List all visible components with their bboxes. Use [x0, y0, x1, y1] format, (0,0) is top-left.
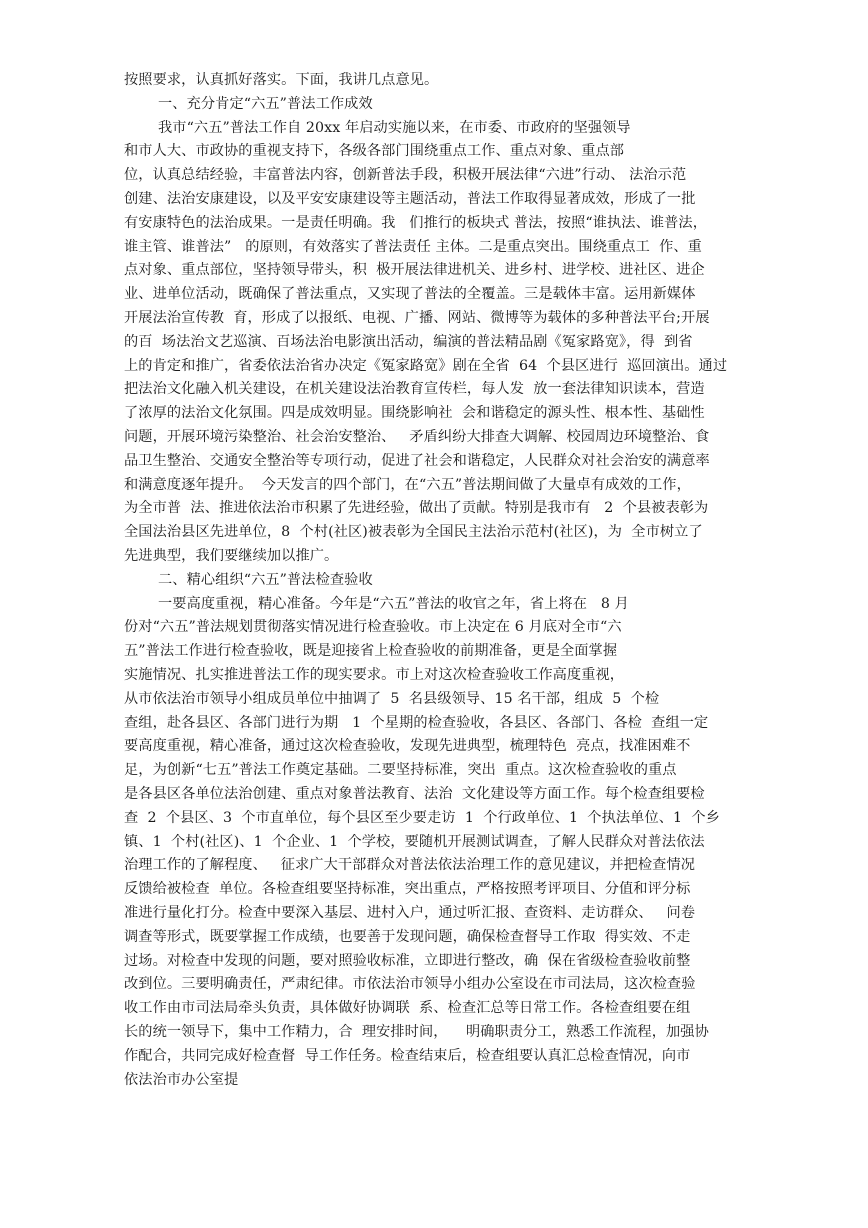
- text-line: 的百 场法治文艺巡演、百场法治电影演出活动，编演的普法精品剧《冤家路宽》，得 到省: [124, 333, 693, 350]
- text-line: 位，认真总结经验，丰富普法内容，创新普法手段，积极开展法律“六进”行动、 法治示范: [124, 167, 687, 184]
- text-line: 改到位。三要明确责任，严肃纪律。市依法治市领导小组办公室设在市司法局，这次检查验: [124, 976, 696, 993]
- text-line: 按照要求，认真抓好落实。下面，我讲几点意见。: [124, 72, 439, 88]
- text-line: 品卫生整治、交通安全整治等专项行动，促进了社会和谐稳定，人民群众对社会治安的满意率: [124, 452, 710, 469]
- text-line: 业、进单位活动，既确保了普法重点，又实现了普法的全覆盖。三是载体丰富。运用新媒体: [124, 286, 696, 303]
- text-line: 二、精心组织“六五”普法检查验收: [158, 571, 373, 588]
- text-line: 依法治市办公室提: [124, 1071, 239, 1088]
- text-line: 创建、法治安康建设，以及平安安康建设等主题活动，普法工作取得显著成效，形成了一批: [124, 191, 696, 207]
- text-line: 治理工作的了解程度、 征求广大干部群众对普法依法治理工作的意见建议，并把检查情况: [124, 857, 696, 874]
- text-line: 查组，赴各县区、各部门进行为期 1 个星期的检查验收，各县区、各部门、各检 查组一定: [124, 714, 709, 731]
- text-line: 调查等形式，既要掌握工作成绩，也要善于发现问题，确保检查督导工作取 得实效、不走: [124, 928, 691, 945]
- text-line: 为全市普 法、推进依法治市积累了先进经验，做出了贡献。特别是我市有 2 个县被表彰为: [124, 500, 709, 517]
- text-line: 过场。对检查中发现的问题，要对照验收标准，立即进行整改，确 保在省级检查验收前整: [124, 952, 691, 969]
- text-line: 我市“六五”普法工作自 20xx 年启动实施以来，在市委、市政府的坚强领导: [158, 119, 631, 136]
- text-line: 反馈给被检查 单位。各检查组要坚持标准，突出重点，严格按照考评项目、分值和评分标: [124, 881, 691, 898]
- text-line: 是各县区各单位法治创建、重点对象普法教育、法治 文化建设等方面工作。每个检查组要检: [124, 786, 705, 802]
- text-line: 镇、1 个村(社区)、1 个企业、1 个学校，要随机开展测试调查，了解人民群众对普法依法: [124, 833, 705, 850]
- text-line: 点对象、重点部位，坚持领导带头，积 极开展法律进机关、进乡村、进学校、进社区、进企: [124, 262, 705, 279]
- text-line: 先进典型，我们要继续加以推广。: [124, 548, 339, 564]
- text-line: 有安康特色的法治成果。一是责任明确。我 们推行的板块式 普法，按照“谁执法、谁普法，: [124, 214, 708, 231]
- text-line: 作配合，共同完成好检查督 导工作任务。检查结束后，检查组要认真汇总检查情况，向市: [124, 1047, 691, 1064]
- text-line: 了浓厚的法治文化氛围。四是成效明显。围绕影响社 会和谐稳定的源头性、根本性、基础性: [124, 405, 705, 422]
- text-line: 一、充分肯定“六五”普法工作成效: [158, 95, 373, 112]
- text-line: 和市人大、市政协的重视支持下，各级各部门围绕重点工作、重点对象、重点部: [124, 143, 625, 160]
- text-line: 开展法治宣传教 育，形成了以报纸、电视、广播、网站、微博等为载体的多种普法平台;开展: [124, 310, 710, 326]
- text-line: 把法治文化融入机关建设，在机关建设法治教育宣传栏，每人发 放一套法律知识读本，营造: [124, 381, 705, 398]
- text-line: 长的统一领导下，集中工作精力，合 理安排时间， 明确职责分工，熟悉工作流程，加强协: [124, 1024, 709, 1040]
- text-line: 份对“六五”普法规划贯彻落实情况进行检查验收。市上决定在 6 月底对全市“六: [124, 619, 622, 636]
- text-line: 准进行量化打分。检查中要深入基层、进村入户，通过听汇报、查资料、走访群众、 问卷: [124, 905, 696, 921]
- text-line: 五”普法工作进行检查验收，既是迎接省上检查验收的前期准备，更是全面掌握: [124, 643, 618, 660]
- text-line: 全国法治县区先进单位，8 个村(社区)被表彰为全国民主法治示范村(社区)，为 全市树立了: [124, 524, 703, 541]
- text-line: 要高度重视，精心准备，通过这次检查验收，发现先进典型，梳理特色 亮点，找准困难不: [124, 738, 691, 755]
- text-line: 上的肯定和推广，省委依法治省办决定《冤家路宽》剧在全省 64 个县区进行 巡回演出。通过: [124, 357, 728, 374]
- text-line: 谁主管、谁普法” 的原则，有效落实了普法责任 主体。二是重点突出。围绕重点工 作、重: [124, 238, 702, 255]
- text-line: 实施情况、扎实推进普法工作的现实要求。市上对这次检查验收工作高度重视，: [124, 667, 625, 683]
- text-line: 和满意度逐年提升。 今天发言的四个部门，在“六五”普法期间做了大量卓有成效的工作，: [124, 476, 691, 493]
- text-line: 一要高度重视，精心准备。今年是“六五”普法的收官之年，省上将在 8 月: [158, 595, 629, 612]
- text-line: 从市依法治市领导小组成员单位中抽调了 5 名县级领导、15 名干部，组成 5 个检: [124, 690, 660, 707]
- text-line: 查 2 个县区、3 个市直单位，每个县区至少要走访 1 个行政单位、1 个执法单位、1 个乡: [124, 809, 720, 826]
- text-line: 足，为创新“七五”普法工作奠定基础。二要坚持标准，突出 重点。这次检查验收的重点: [124, 762, 677, 779]
- text-line: 问题，开展环境污染整治、社会治安整治、 矛盾纠纷大排查大调解、校园周边环境整治、食: [124, 429, 710, 445]
- text-line: 收工作由市司法局牵头负责，具体做好协调联 系、检查汇总等日常工作。各检查组要在组: [124, 1000, 691, 1017]
